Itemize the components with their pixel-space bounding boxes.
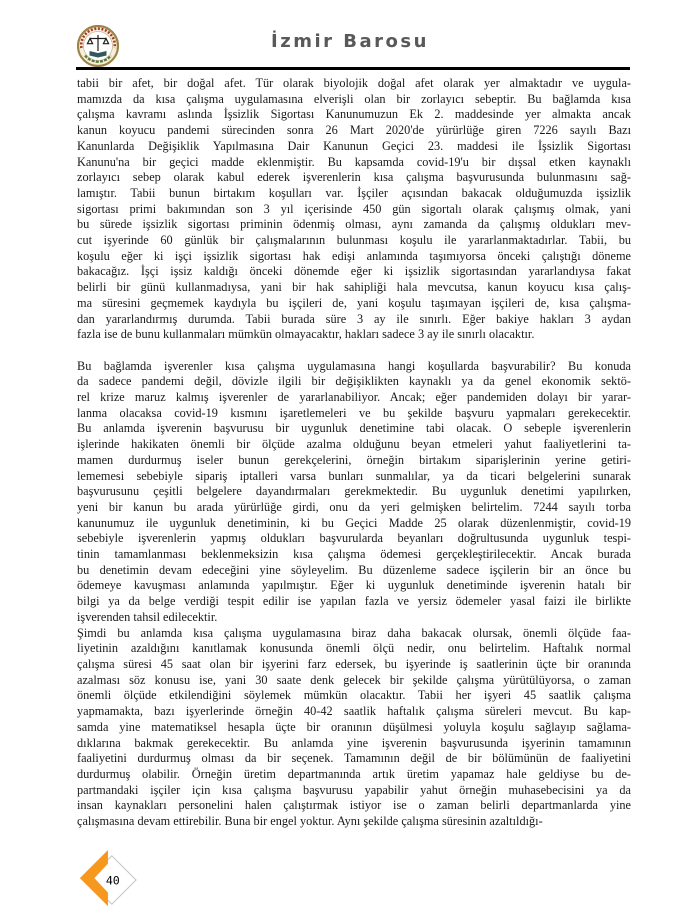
text-line: kanun koyucu pandemi sürecinden sonra 26 Mart 2020'de yürürlüğe giren 7226 sayılı Bazı <box>77 123 631 138</box>
text-line: zorlayıcı sebep olarak kabul ederek işverenlerin kısa çalışma başvurusunda bulunmasını sağ- <box>77 170 631 185</box>
text-line: bakacağız. İşçi işsiz kaldığı önceki dönemde eğer ki işsizlik sigortasından yararlandıysa fakat <box>77 264 631 279</box>
text-line: önemli ölçüde etkilendiğini söylemek mümkün olacaktır. Tabii her işyeri 45 saatlik çalışma <box>77 688 631 703</box>
text-line: kanunumuz ile uygunluk denetiminin, ki bu Geçici Madde 25 olarak düzenlenmiştir, covid-19 <box>77 515 631 530</box>
text-line: Bu bağlamda işverenler kısa çalışma uygulamasına hangi koşullarda başvurabilir? Bu konuda <box>77 358 631 373</box>
paragraph-2 <box>77 359 631 626</box>
text-line: işlerinde hakikaten önemli bir ölçüde azalma olduğunu beyan etmeleri yahut faaliyetlerini ta- <box>77 437 631 452</box>
text-line: durdurmuş olabilir. Örneğin üretim departmanında artık üretim yapamaz hale geldiyse bu de- <box>77 766 631 781</box>
text-line: mamen durdurmuş iseler bunun gerekçelerini, örneğin birtakım siparişlerinin yerine getiri- <box>77 452 631 467</box>
text-line: partmandaki işçiler için kısa çalışma başvurusu yapabilir yahut örneğin muhasebecisini ya da <box>77 782 631 797</box>
text-line: cut işyerinde 60 günlük bir çalışmalarının bulunması koşulu ile yararlanmaktadırlar. Tabii, bu <box>77 233 631 248</box>
header-rule <box>76 67 630 70</box>
text-line: lamıştır. Tabii bunun birtakım koşulları var. İşçiler açısından bakacak olduğumuzda işsizlik <box>77 185 631 200</box>
paragraph-1 <box>77 76 631 343</box>
text-line: işverenden tahsil edilecektir. <box>77 609 218 624</box>
text-line: bilgi ya da belge verdiği tespit edilir ise yapılan fazla ve yersiz ödemeler yasal faizi ile birlikte <box>77 594 631 609</box>
text-line: mamızda da kısa çalışma uygulamasına elverişli olan bir zorlayıcı sebeptir. Bu bağlamda kısa <box>77 91 631 106</box>
text-line: samda yine matematiksel hesapla üçte bir oranının düşülmesi yoluyla koşulu sağlayıp sağlama- <box>77 719 631 734</box>
text-line: sigortası primi bakımından son 3 yıl içerisinde 450 gün sigortalı olarak çalışmış olmak, yani <box>77 201 631 216</box>
paragraph-3 <box>77 626 631 830</box>
text-line: bu sürede işsizlik sigortası priminin ödenmiş olması, aynı zamanda da çalışmış oldukları mev- <box>77 217 631 232</box>
text-line: dan yararlandırmış durumda. Tabii burada süre 3 ay ile sınırlı. Eğer bakiye hakları 3 aydan <box>77 311 631 326</box>
page-number: 40 <box>105 873 120 888</box>
text-line: Bu anlamda işverenin başvurusu bir uygunluk denetimine tabi olacak. O sebeple işverenlerin <box>77 421 631 436</box>
text-line: tinin tamamlanması beklenmeksizin kısa çalışma ödemesi gerçekleştirilecektir. Ancak burada <box>77 547 631 562</box>
text-line: çalışma kavramı aslında İşsizlik Sigortası Kanunumuzun Ek 2. maddesinde yer almakta ancak <box>77 107 631 122</box>
page-title: İzmir Barosu <box>271 31 429 52</box>
text-line: lanma olacaksa covid-19 kısmını işaretlemeleri ve bu şekilde başvuru yapmaları gerekecektir. <box>77 405 631 420</box>
text-line: tabii bir afet, bir doğal afet. Tür olarak biyolojik doğal afet olarak yer almaktadır ve uygula- <box>77 76 631 90</box>
text-line: azalması söz konusu ise, yani 30 saate denk gelecek bir şekilde çalışma yürütülüyorsa, o zaman <box>77 672 631 687</box>
text-line: çalışma süresi 45 saat olan bir işyerini farz edersek, bu işyerinde iş saatlerinin üçte bir oranında <box>77 657 631 671</box>
page-number-marker <box>76 849 138 911</box>
text-line: da sadece pandemi değil, dövizle ilgili bir değişiklikten kaynaklı ya da genel ekonomik sektö- <box>77 374 631 389</box>
text-line: belirli bir günü kullanmadıysa, yani bir hak sahipliği hala mevcutsa, kanun koyucu kısa çalış- <box>77 280 631 295</box>
text-line: çalışmasına devam ettirebilir. Buna bir engel yoktur. Aynı şekilde çalışma süresinin azaltıldığı- <box>77 814 543 829</box>
text-line: lememesi sebebiyle sipariş iptalleri varsa bunları sunmalılar, ya da ticari belgelerini sunarak <box>77 468 631 483</box>
text-line: yeni bir kanun bu arada yürürlüğe girdi, onu da yeri gelmişken belirtelim. 7244 sayılı torba <box>77 499 631 514</box>
text-line: Kanunlarda Değişiklik Yapılmasına Dair Kanunun Geçici 23. maddesi ile İşsizlik Sigortası <box>77 138 631 153</box>
text-line: fazla ise de bunu kullanmaları mümkün olmayacaktır, hakları sadece 3 ay ile sınırlı olacaktır. <box>77 327 535 342</box>
page-body <box>77 76 631 830</box>
text-line: insan kaynakları personelini halen çalıştırmak istiyor ise o zaman belirli departmanlarda yine <box>77 798 631 813</box>
text-line: dıklarına bakmak gerekecektir. Bu anlamda yine işverenin başvurusunda işyerinin tamamının <box>77 735 631 750</box>
text-line: ödemeye kavuşması anlamında yapılmıştır. Eğer ki uygunluk denetiminde işverenin hatalı bir <box>77 578 631 593</box>
text-line: koşulu eğer ki işçi işsizlik sigortası hak edişi anlamında taşımıyorsa önceki çalıştığı döneme <box>77 248 631 263</box>
text-line: Kanunu'na bir geçici madde eklenmiştir. Bu kapsamda covid-19'u bir dışsal etken kaynaklı <box>77 154 631 169</box>
text-line: sebebiyle işverenlerin yapmış oldukları başvurularda beyanları doğrultusunda uygunluk tespi- <box>77 531 631 546</box>
text-line: başvurusunu çeşitli belgelere dayandırmaları gerekmektedir. Bu uygunluk denetimi yapılırken, <box>77 484 631 499</box>
text-line: faaliyetini durdurmuş olması da bir seçenek. Tamamının değil de bir bölümünün de faaliyetini <box>77 751 631 766</box>
text-line: ma süresini geçmemek kaydıyla bu işçileri de, yani koşulu taşımayan işçileri de, kısa çalışma- <box>77 295 631 310</box>
text-line: liyetinin azaldığını kanıtlamak konusunda önemli ölçü nedir, onu belirtelim. Haftalık normal <box>77 641 631 656</box>
text-line: Şimdi bu anlamda kısa çalışma uygulamasına biraz daha bakacak olursak, önemli ölçüde faa- <box>77 625 631 640</box>
text-line: rel krize maruz kalmış işverenler de yararlanabiliyor. Ancak; eğer pandemiden dolayı bir yarar- <box>77 390 631 405</box>
text-line: bu denetimin devam edeceğini yine söyleyelim. Bu düzenleme sadece işçilerin bir an önce bu <box>77 562 631 577</box>
text-line: yapmamakta, bazı işyerlerinde örneğin 40-42 saatlik haftalık çalışma süreleri mevcut. Bu kap- <box>77 704 631 719</box>
